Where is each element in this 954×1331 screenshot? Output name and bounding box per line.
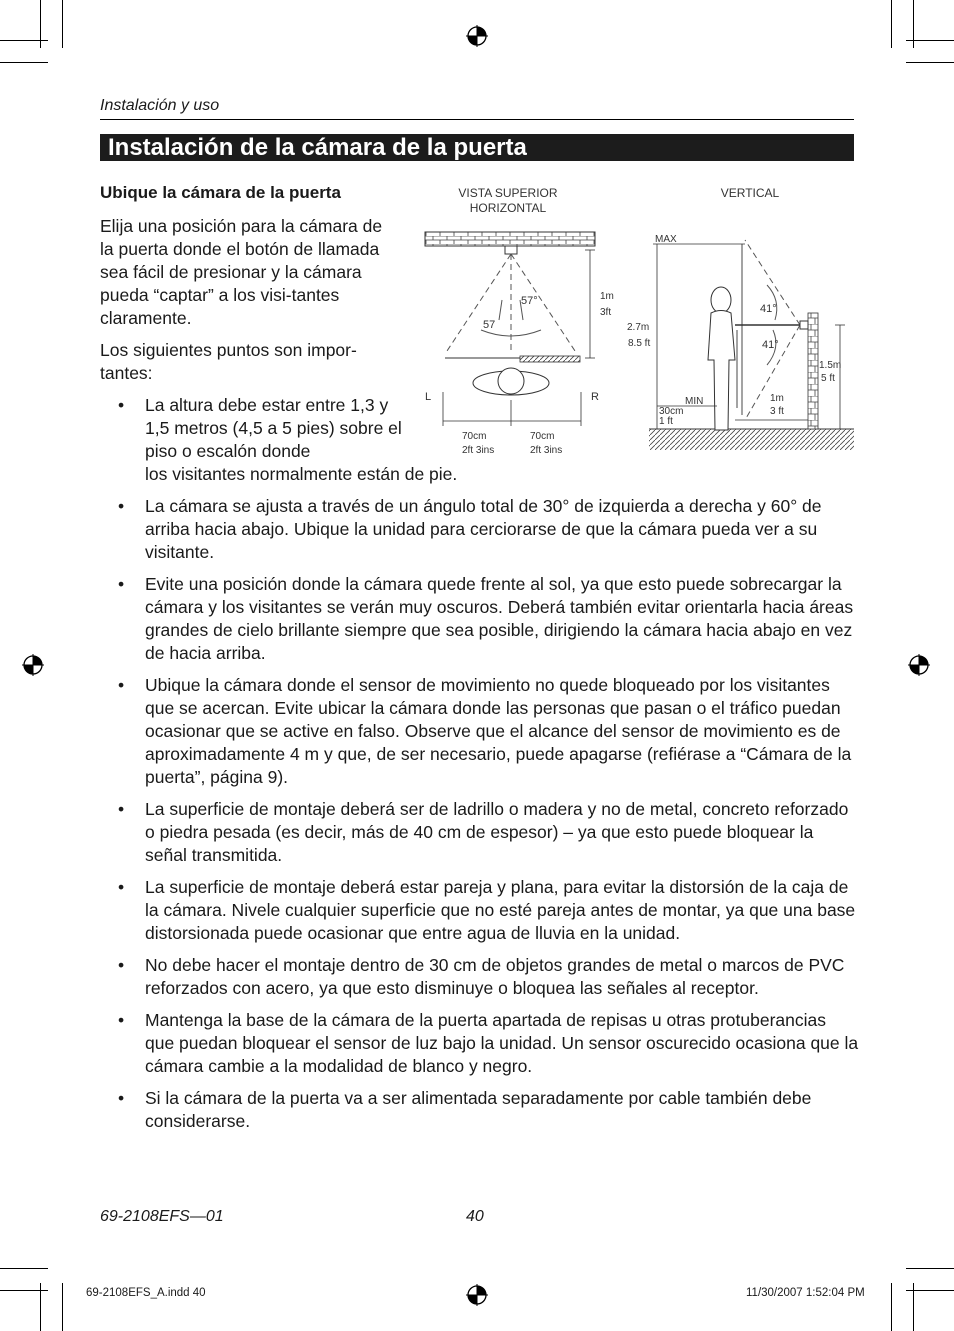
crop-mark xyxy=(62,0,63,48)
min-height: 1 ft xyxy=(659,416,673,427)
top-view-angle: 57 xyxy=(483,319,496,331)
crop-mark xyxy=(906,1268,954,1269)
crop-mark xyxy=(906,1290,954,1291)
registration-mark-icon xyxy=(466,25,488,47)
crop-mark xyxy=(906,40,954,41)
top-view-width: 2ft 3ins xyxy=(462,445,495,456)
side-view-label: VERTICAL xyxy=(720,186,780,200)
page-title: Instalación de la cámara de la puerta xyxy=(100,134,854,161)
crop-mark xyxy=(891,0,892,48)
right-label: R xyxy=(591,391,599,403)
list-item-text: La superficie de montaje deberá estar pareja y plana, para evitar la distorsión de la caja de la cámara. Nivele cualquier superficie que no esté pareja antes de montar, ya que una base distorsionada puede ocasionar que entre agua de lluvia en la unidad. xyxy=(145,877,856,943)
bullet-icon: • xyxy=(118,1088,125,1108)
top-view-label: VISTA SUPERIOR xyxy=(458,186,558,200)
bullet-icon: • xyxy=(118,574,125,594)
side-view-angle: 41° xyxy=(760,303,777,315)
side-view-distance: 1m xyxy=(770,393,784,404)
top-view-wall xyxy=(425,232,595,246)
intro-paragraph: Los siguientes puntos son impor-tantes: xyxy=(100,340,357,383)
list-item xyxy=(100,798,860,867)
list-item-text: Mantenga la base de la cámara de la puerta apartada de repisas u otras protuberancias que puedan bloquear el sensor de luz bajo la unidad. Un sensor oscurecido ocasiona que la cámara cambie a la modalidad de blanco y negro. xyxy=(145,1010,859,1076)
doc-code: 69-2108EFS—01 xyxy=(100,1208,224,1225)
list-item xyxy=(100,394,458,486)
min-label: MIN xyxy=(685,396,704,407)
subheading: Ubique la cámara de la puerta xyxy=(100,183,341,202)
print-slug-date: 11/30/2007 1:52:04 PM xyxy=(746,1287,865,1299)
mount-height: 1.5m xyxy=(819,360,842,371)
side-view-angle: 41° xyxy=(762,339,779,351)
print-slug-file: 69-2108EFS_A.indd 40 xyxy=(86,1287,206,1299)
registration-mark-icon xyxy=(466,1284,488,1306)
list-item-text: No debe hacer el montaje dentro de 30 cm de objetos grandes de metal o marcos de PVC reforzados con acero, ya que esto disminuye o bloquea las señales al receptor. xyxy=(145,955,845,998)
bullet-icon: • xyxy=(118,799,125,819)
crop-mark xyxy=(906,62,954,63)
left-label: L xyxy=(425,391,432,403)
crop-mark xyxy=(891,1283,892,1331)
mount-height: 5 ft xyxy=(821,373,835,384)
side-view-height: 8.5 ft xyxy=(628,338,651,349)
bullet-icon: • xyxy=(118,877,125,897)
top-view-label: HORIZONTAL xyxy=(469,201,547,215)
list-item-text: los visitantes normalmente están de pie. xyxy=(145,464,458,484)
min-height: 30cm xyxy=(659,406,684,417)
crop-mark xyxy=(0,40,48,41)
list-item xyxy=(100,954,860,1000)
step-edge xyxy=(520,356,580,362)
bullet-icon: • xyxy=(118,675,125,695)
list-item xyxy=(100,674,860,789)
top-view-angle: 57° xyxy=(521,295,538,307)
top-view-width: 2ft 3ins xyxy=(530,445,563,456)
top-view-width: 70cm xyxy=(530,431,555,442)
side-view-height: 2.7m xyxy=(627,322,650,333)
top-view-depth: 1m xyxy=(600,291,614,302)
side-view-distance: 3 ft xyxy=(770,406,784,417)
list-item-text: La cámara se ajusta a través de un ángulo total de 30° de izquierda a derecha y 60° de arriba hacia abajo. Ubique la unidad para cerciorarse de que la cámara pueda ver a su visitante. xyxy=(145,496,822,562)
list-item xyxy=(100,876,860,945)
list-item xyxy=(100,495,860,564)
top-view-depth: 3ft xyxy=(600,307,612,318)
bullet-icon: • xyxy=(118,395,125,415)
bullet-icon: • xyxy=(118,1010,125,1030)
bullet-list xyxy=(100,394,860,1142)
page-number: 40 xyxy=(466,1208,484,1225)
intro-text xyxy=(100,215,400,394)
list-item-text: La superficie de montaje deberá ser de ladrillo o madera y no de metal, concreto reforzado o piedra pesada (es decir, más de 40 cm de espesor) – ya que esto puede bloquear la señal transmitida. xyxy=(145,799,849,865)
section-label: Instalación y uso xyxy=(100,97,220,114)
top-view-width: 70cm xyxy=(462,431,487,442)
bullet-icon: • xyxy=(118,955,125,975)
registration-mark-icon xyxy=(22,654,44,676)
bullet-icon: • xyxy=(118,496,125,516)
list-item-text: La altura debe estar entre 1,3 y 1,5 metros (4,5 a 5 pies) sobre el piso o escalón donde xyxy=(145,395,402,461)
list-item xyxy=(100,1009,860,1078)
crop-mark xyxy=(62,1283,63,1331)
crop-mark xyxy=(0,1268,48,1269)
list-item xyxy=(100,1087,860,1133)
header-rule xyxy=(100,119,854,120)
list-item-text: Si la cámara de la puerta va a ser alimentada separadamente por cable también debe considerarse. xyxy=(145,1088,812,1131)
intro-paragraph: Elija una posición para la cámara de la puerta donde el botón de llamada sea fácil de presionar y la cámara pueda “captar” a los visi-tantes claramente. xyxy=(100,216,383,328)
list-item xyxy=(100,573,860,665)
list-item-text: Ubique la cámara donde el sensor de movimiento no quede bloqueado por los visitantes que se acercan. Evite ubicar la cámara donde las personas que pasan o el tráfico puedan ocasionar que se active en falso. Observe que el alcance del sensor de movimiento es de aproximadamente 4 m y que, de ser necesario, puede apagarse (refiérase a “Cámara de la puerta”, página 9). xyxy=(145,675,852,787)
crop-mark xyxy=(0,62,48,63)
registration-mark-icon xyxy=(908,654,930,676)
max-label: MAX xyxy=(655,234,677,245)
crop-mark xyxy=(0,1290,48,1291)
camera-unit xyxy=(800,321,808,329)
camera-unit xyxy=(505,246,517,254)
list-item-text: Evite una posición donde la cámara quede frente al sol, ya que esto puede sobrecargar la cámara y los visitantes se verán muy oscuros. Deberá también evitar orientarla hacia áreas grandes de cielo brillante siempre que sea posible, dirigiendo la cámara hacia abajo en vez de hacia arriba. xyxy=(145,574,854,663)
